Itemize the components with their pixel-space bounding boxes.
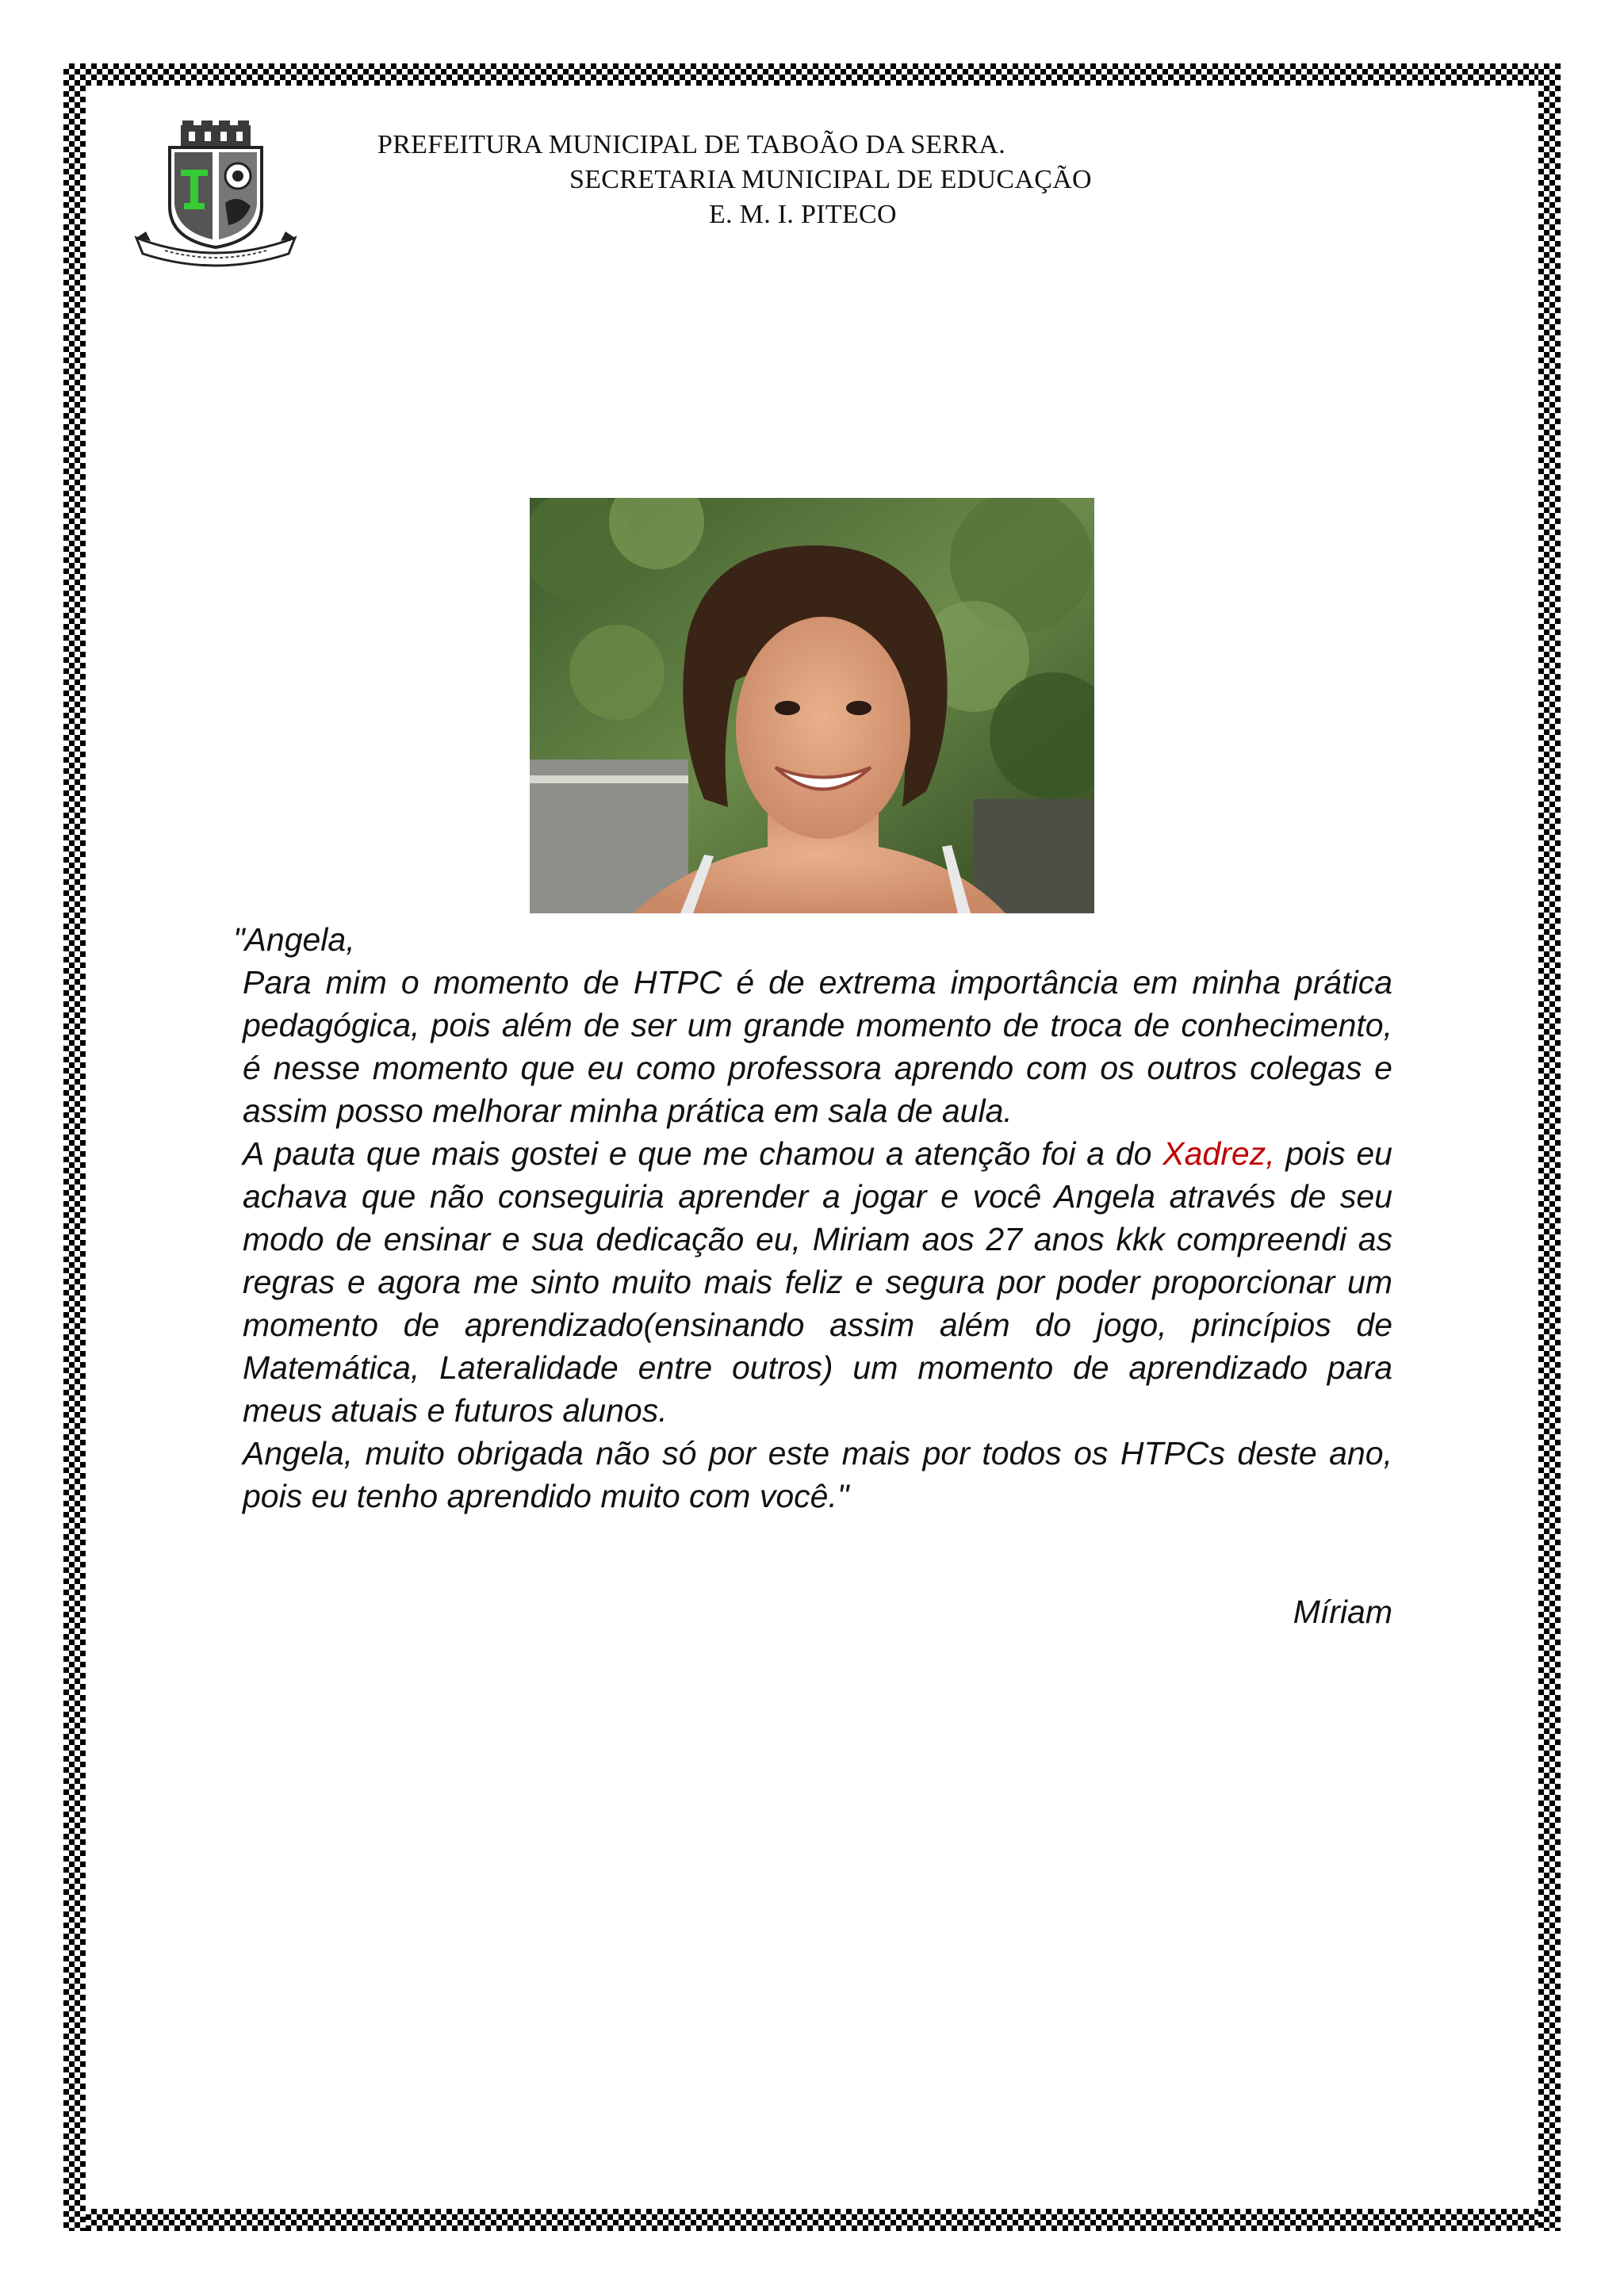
shield-icon bbox=[170, 147, 262, 247]
coat-of-arms-logo bbox=[133, 121, 298, 268]
header-secretariat: SECRETARIA MUNICIPAL DE EDUCAÇÃO bbox=[569, 165, 1092, 194]
portrait-photo bbox=[530, 498, 1094, 913]
testimonial-letter bbox=[233, 918, 1392, 1517]
letter-paragraph-2 bbox=[233, 1132, 1392, 1432]
letter-signature: Míriam bbox=[1293, 1594, 1392, 1630]
checkered-border-right bbox=[1538, 63, 1561, 2231]
checkered-border-bottom bbox=[63, 2209, 1561, 2231]
header-municipality: PREFEITURA MUNICIPAL DE TABOÃO DA SERRA. bbox=[377, 130, 1006, 159]
letter-paragraph-3: Angela, muito obrigada não só por este mais por todos os HTPCs deste ano, pois eu tenho aprendido muito com você." bbox=[243, 1435, 1392, 1514]
letter-paragraph-1: Para mim o momento de HTPC é de extrema importância em minha prática pedagógica, pois além de ser um grande momento de troca de conhecimento, é nesse momento que eu como professora aprendo com os outros colegas e assim posso melhorar minha prática em sala de aula. bbox=[243, 964, 1392, 1129]
letter-salutation: "Angela, bbox=[233, 921, 355, 958]
paragraph-2-start: A pauta que mais gostei e que me chamou a atenção foi a do bbox=[243, 1135, 1163, 1172]
crown-icon bbox=[181, 121, 251, 146]
checkered-border-left bbox=[63, 63, 86, 2231]
paragraph-2-rest: pois eu achava que não conseguiria aprender a jogar e você Angela através de seu modo de ensinar e sua dedicação eu, Miriam aos 27 anos kkk compreendi as regras e agora me sinto muito mais feliz e segura por poder proporcionar um momento de aprendizado(ensinando assim além do jogo, princípios de Matemática, Lateralidade entre outros) um momento de aprendizado para meus atuais e futuros alunos. bbox=[243, 1135, 1392, 1429]
header-school: E. M. I. PITECO bbox=[709, 200, 897, 229]
checkered-border-top bbox=[63, 63, 1561, 86]
highlighted-word-xadrez: Xadrez, bbox=[1162, 1135, 1275, 1172]
